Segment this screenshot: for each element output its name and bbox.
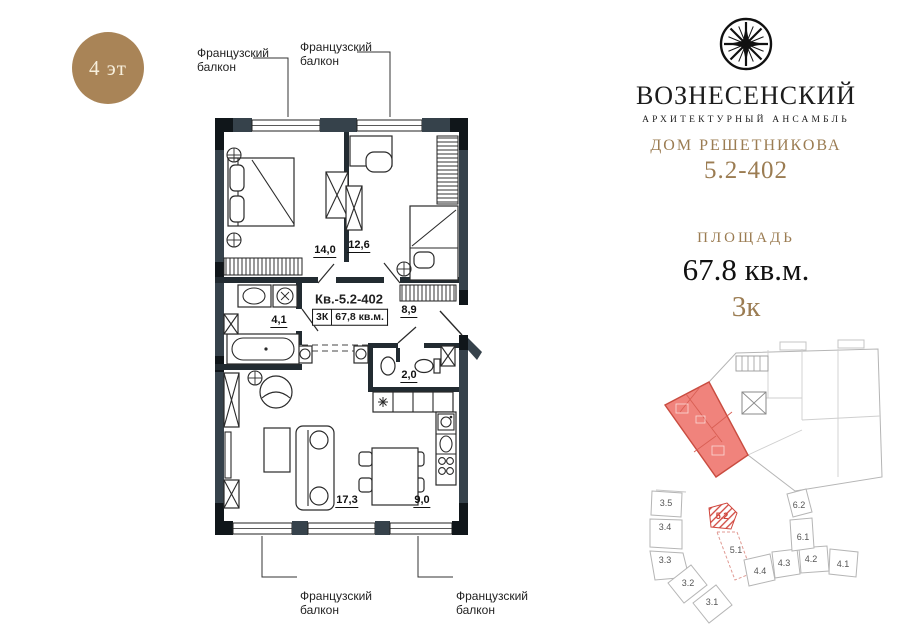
unit-number: 5.2-402 <box>703 157 789 184</box>
site-label-3-3: 3.3 <box>658 555 672 565</box>
apartment-badges <box>312 309 388 326</box>
room-area-living: 17,3 <box>336 494 358 506</box>
balcony-label-top-left: Французский балкон <box>197 46 269 75</box>
room-area-bathroom: 4,1 <box>271 314 287 326</box>
brand-block <box>600 16 892 185</box>
room-area-hallway: 8,9 <box>401 304 417 316</box>
room-area-bedroom-1: 14,0 <box>314 244 336 256</box>
site-label-3-5: 3.5 <box>659 498 673 508</box>
entry-door <box>440 311 462 335</box>
rooms-type-badge: 3К <box>312 309 332 326</box>
area-title: ПЛОЩАДЬ <box>697 230 795 246</box>
floor-plate-mini <box>665 340 882 491</box>
balcony-label-bottom-right: Французский балкон <box>456 589 528 618</box>
room-area-bedroom-2: 12,6 <box>348 239 370 251</box>
site-label-4-3: 4.3 <box>777 558 791 568</box>
balcony-label-bottom-left: Французский балкон <box>300 589 372 618</box>
apartment-number-label: Кв.-5.2-402 <box>315 291 383 307</box>
room-area-kitchen: 9,0 <box>414 494 430 506</box>
bathroom-fixtures <box>224 285 299 364</box>
compass-rose-logo-icon <box>718 16 774 72</box>
site-label-4-1: 4.1 <box>836 559 850 569</box>
floor-badge <box>72 32 144 104</box>
room-area-wc: 2,0 <box>401 369 417 381</box>
rooms-count: 3к <box>731 291 761 323</box>
site-label-5-2: 5.2 <box>715 511 729 521</box>
site-plan <box>650 489 858 623</box>
site-label-3-4: 3.4 <box>658 522 672 532</box>
site-label-4-2: 4.2 <box>804 554 818 564</box>
site-label-6-1: 6.1 <box>796 532 810 542</box>
site-label-4-4: 4.4 <box>753 566 767 576</box>
wc-fixtures <box>381 346 455 375</box>
house-name: ДОМ РЕШЕТНИКОВА <box>650 137 842 154</box>
apartment-area-badge: 67,8 кв.м. <box>332 309 388 326</box>
hall-boundary <box>298 345 368 363</box>
area-value: 67.8 кв.м. <box>682 252 810 287</box>
floor-badge-label: 4 эт <box>89 55 127 80</box>
area-block <box>600 230 892 324</box>
brand-name: ВОЗНЕСЕНСКИЙ <box>635 81 857 110</box>
site-label-3-1: 3.1 <box>705 597 719 607</box>
bedroom2-furniture <box>346 136 458 301</box>
brand-tagline: АРХИТЕКТУРНЫЙ АНСАМБЛЬ <box>642 115 850 125</box>
balcony-label-top-right: Французский балкон <box>300 40 372 69</box>
site-label-3-2: 3.2 <box>681 578 695 588</box>
site-label-6-2: 6.2 <box>792 500 806 510</box>
site-label-5-1: 5.1 <box>729 545 743 555</box>
